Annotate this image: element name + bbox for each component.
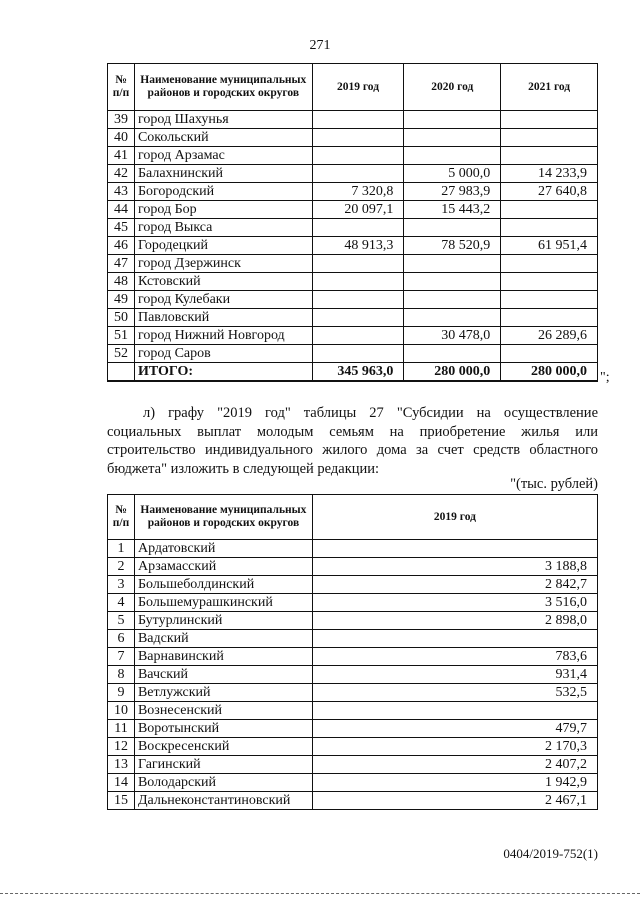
row-name: Володарский — [134, 774, 312, 792]
row-name: Вачский — [134, 666, 312, 684]
row-value-2020: 15 443,2 — [404, 201, 501, 219]
row-number: 14 — [108, 774, 135, 792]
table-row — [108, 540, 598, 558]
row-value-2019: 2 467,1 — [312, 792, 597, 810]
row-number: 46 — [108, 237, 135, 255]
row-number: 10 — [108, 702, 135, 720]
row-number: 5 — [108, 612, 135, 630]
document-code: 0404/2019-752(1) — [503, 846, 598, 861]
row-value-2020 — [404, 219, 501, 237]
row-number: 3 — [108, 576, 135, 594]
row-value-2021 — [501, 345, 598, 363]
table-row — [108, 612, 598, 630]
subsidy-table-continued — [107, 63, 598, 382]
row-value-2019: 532,5 — [312, 684, 597, 702]
row-value-2019 — [312, 540, 597, 558]
table-row — [108, 684, 598, 702]
table-row — [108, 147, 598, 165]
total-2021: 280 000,0 — [501, 363, 598, 382]
table-row — [108, 327, 598, 345]
row-number: 8 — [108, 666, 135, 684]
row-value-2021 — [501, 273, 598, 291]
table-header-row — [108, 64, 598, 111]
total-empty-cell — [108, 363, 135, 382]
table-row — [108, 219, 598, 237]
row-value-2019 — [312, 630, 597, 648]
row-value-2019 — [312, 702, 597, 720]
row-name: Варнавинский — [134, 648, 312, 666]
row-value-2021: 27 640,8 — [501, 183, 598, 201]
row-number: 41 — [108, 147, 135, 165]
row-value-2020 — [404, 273, 501, 291]
row-value-2020 — [404, 345, 501, 363]
table-row — [108, 111, 598, 129]
row-value-2020 — [404, 111, 501, 129]
header-number: № п/п — [108, 64, 135, 111]
row-value-2019 — [312, 129, 404, 147]
row-value-2021 — [501, 201, 598, 219]
row-number: 45 — [108, 219, 135, 237]
bottom-rule — [0, 893, 640, 894]
header-2020: 2020 год — [404, 64, 501, 111]
row-number: 42 — [108, 165, 135, 183]
row-value-2019: 3 188,8 — [312, 558, 597, 576]
table-row — [108, 594, 598, 612]
row-name: Ардатовский — [134, 540, 312, 558]
row-number: 47 — [108, 255, 135, 273]
row-value-2021 — [501, 309, 598, 327]
table-row — [108, 774, 598, 792]
row-name: Павловский — [134, 309, 312, 327]
row-number: 4 — [108, 594, 135, 612]
row-number: 48 — [108, 273, 135, 291]
row-name: город Шахунья — [134, 111, 312, 129]
table-row — [108, 237, 598, 255]
total-label: ИТОГО: — [134, 363, 312, 382]
row-number: 43 — [108, 183, 135, 201]
row-name: Гагинский — [134, 756, 312, 774]
header-2019: 2019 год — [312, 64, 404, 111]
row-value-2021 — [501, 219, 598, 237]
row-value-2019: 7 320,8 — [312, 183, 404, 201]
row-value-2019: 931,4 — [312, 666, 597, 684]
row-number: 39 — [108, 111, 135, 129]
row-value-2020 — [404, 129, 501, 147]
row-number: 6 — [108, 630, 135, 648]
row-number: 44 — [108, 201, 135, 219]
row-name: Богородский — [134, 183, 312, 201]
row-value-2019 — [312, 291, 404, 309]
row-value-2020 — [404, 309, 501, 327]
row-number: 13 — [108, 756, 135, 774]
row-name: Большемурашкинский — [134, 594, 312, 612]
row-name: Городецкий — [134, 237, 312, 255]
table-row — [108, 738, 598, 756]
row-value-2020: 27 983,9 — [404, 183, 501, 201]
row-value-2019: 48 913,3 — [312, 237, 404, 255]
row-name: Воскресенский — [134, 738, 312, 756]
row-name: Кстовский — [134, 273, 312, 291]
page-number: 271 — [309, 38, 331, 53]
row-value-2019 — [312, 147, 404, 165]
table-row — [108, 345, 598, 363]
row-value-2019 — [312, 327, 404, 345]
row-number: 52 — [108, 345, 135, 363]
table-row — [108, 273, 598, 291]
row-number: 12 — [108, 738, 135, 756]
row-value-2020 — [404, 255, 501, 273]
total-row — [108, 363, 598, 382]
table-row — [108, 648, 598, 666]
row-value-2019 — [312, 309, 404, 327]
table-row — [108, 720, 598, 738]
row-number: 40 — [108, 129, 135, 147]
row-value-2021: 26 289,6 — [501, 327, 598, 345]
row-value-2021 — [501, 147, 598, 165]
row-value-2019: 479,7 — [312, 720, 597, 738]
row-value-2020 — [404, 291, 501, 309]
row-value-2019: 1 942,9 — [312, 774, 597, 792]
table-row — [108, 702, 598, 720]
table-row — [108, 165, 598, 183]
row-name: город Саров — [134, 345, 312, 363]
row-value-2019: 2 898,0 — [312, 612, 597, 630]
row-name: Большеболдинский — [134, 576, 312, 594]
table-row — [108, 630, 598, 648]
row-value-2021 — [501, 111, 598, 129]
header-municipality: Наименование муниципальных районов и городских округов — [134, 495, 312, 540]
row-number: 49 — [108, 291, 135, 309]
units-label: "(тыс. рублей) — [510, 476, 598, 492]
table-row — [108, 255, 598, 273]
row-name: Сокольский — [134, 129, 312, 147]
row-name: Балахнинский — [134, 165, 312, 183]
row-name: Ветлужский — [134, 684, 312, 702]
header-2021: 2021 год — [501, 64, 598, 111]
row-number: 15 — [108, 792, 135, 810]
row-value-2020: 30 478,0 — [404, 327, 501, 345]
row-value-2019: 2 842,7 — [312, 576, 597, 594]
row-number: 51 — [108, 327, 135, 345]
row-value-2019 — [312, 111, 404, 129]
row-value-2019 — [312, 165, 404, 183]
table-row — [108, 792, 598, 810]
row-number: 50 — [108, 309, 135, 327]
row-value-2019: 2 407,2 — [312, 756, 597, 774]
row-value-2021: 14 233,9 — [501, 165, 598, 183]
header-municipality: Наименование муниципальных районов и городских округов — [134, 64, 312, 111]
table-row — [108, 201, 598, 219]
row-value-2020: 5 000,0 — [404, 165, 501, 183]
row-value-2019 — [312, 273, 404, 291]
row-value-2019 — [312, 219, 404, 237]
row-value-2019: 2 170,3 — [312, 738, 597, 756]
row-value-2019: 783,6 — [312, 648, 597, 666]
row-name: Бутурлинский — [134, 612, 312, 630]
total-2019: 345 963,0 — [312, 363, 404, 382]
table-row — [108, 756, 598, 774]
row-name: Вознесенский — [134, 702, 312, 720]
row-name: Воротынский — [134, 720, 312, 738]
row-value-2019 — [312, 345, 404, 363]
row-value-2019 — [312, 255, 404, 273]
row-name: город Бор — [134, 201, 312, 219]
table-row — [108, 309, 598, 327]
table-row — [108, 666, 598, 684]
header-2019: 2019 год — [312, 495, 597, 540]
row-name: город Выкса — [134, 219, 312, 237]
row-number: 11 — [108, 720, 135, 738]
row-value-2020: 78 520,9 — [404, 237, 501, 255]
row-name: Арзамасский — [134, 558, 312, 576]
table-row — [108, 291, 598, 309]
row-name: город Дзержинск — [134, 255, 312, 273]
row-value-2019: 20 097,1 — [312, 201, 404, 219]
row-value-2020 — [404, 147, 501, 165]
row-value-2021 — [501, 291, 598, 309]
row-name: город Арзамас — [134, 147, 312, 165]
row-value-2021: 61 951,4 — [501, 237, 598, 255]
row-value-2021 — [501, 255, 598, 273]
row-number: 1 — [108, 540, 135, 558]
table-row — [108, 183, 598, 201]
row-number: 7 — [108, 648, 135, 666]
closing-quote: "; — [600, 370, 610, 385]
table-header-row — [108, 495, 598, 540]
header-number: № п/п — [108, 495, 135, 540]
row-name: город Нижний Новгород — [134, 327, 312, 345]
row-name: Дальнеконстантиновский — [134, 792, 312, 810]
table-row — [108, 576, 598, 594]
youth-family-subsidy-table — [107, 494, 598, 810]
row-value-2021 — [501, 129, 598, 147]
amendment-paragraph: л) графу "2019 год" таблицы 27 "Субсидии на осуществление социальных выплат молодым семьям на приобретение жилья или строительство индивидуального жилого дома за счет средств областного бюджета" изложить в следующей редакции: — [107, 405, 598, 477]
total-2020: 280 000,0 — [404, 363, 501, 382]
row-number: 2 — [108, 558, 135, 576]
row-value-2019: 3 516,0 — [312, 594, 597, 612]
table-row — [108, 558, 598, 576]
row-name: Вадский — [134, 630, 312, 648]
row-name: город Кулебаки — [134, 291, 312, 309]
row-number: 9 — [108, 684, 135, 702]
table-row — [108, 129, 598, 147]
